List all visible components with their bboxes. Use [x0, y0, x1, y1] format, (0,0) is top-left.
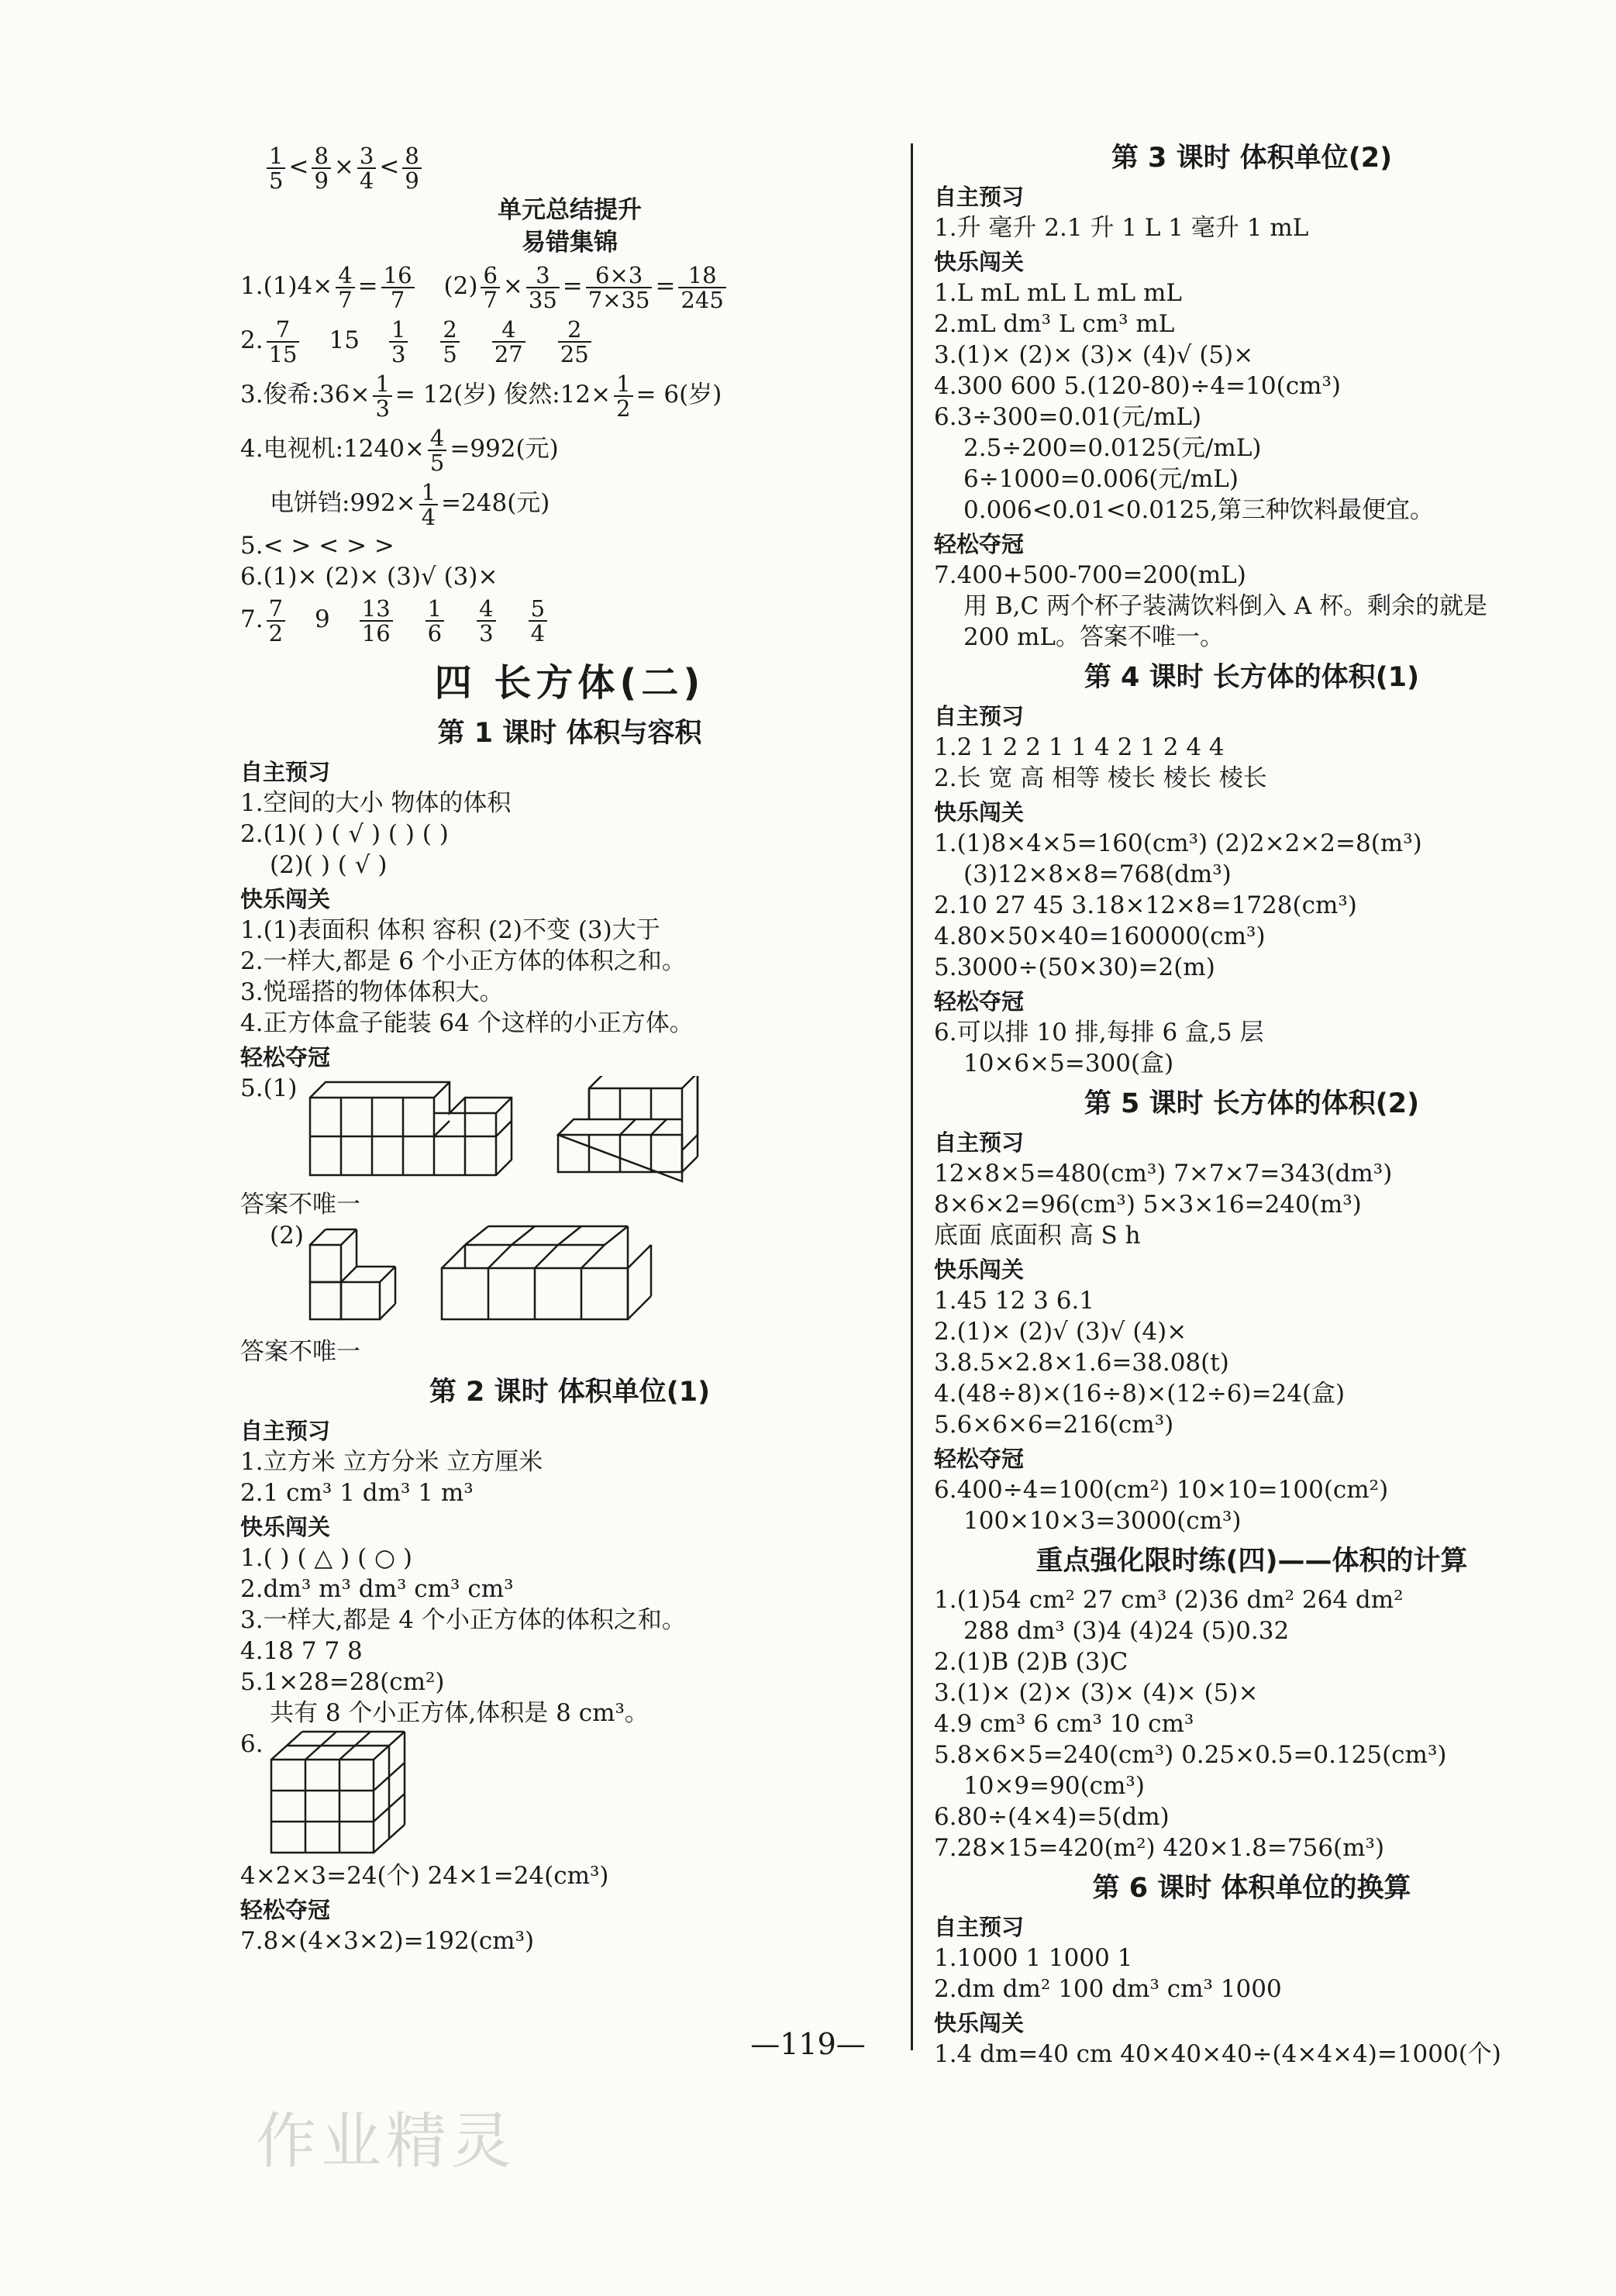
lesson6-preview-1: 1.1000 1 1000 1 — [934, 1944, 1133, 1972]
drill-2: 2.(1)B (2)B (3)C — [934, 1648, 1128, 1676]
lesson5-win-label: 轻松夺冠 — [934, 1446, 1025, 1472]
lesson6-happy-label: 快乐闯关 — [934, 2010, 1025, 2036]
drill-5b: 10×9=90(cm³) — [963, 1772, 1145, 1800]
lesson4-preview-label: 自主预习 — [934, 703, 1025, 729]
lesson5-preview-2: 8×6×2=96(cm³) 5×3×16=240(m³) — [934, 1191, 1362, 1219]
lesson4-preview-2: 2.长 宽 高 相等 棱长 棱长 棱长 — [934, 764, 1267, 792]
lesson4-win-label: 轻松夺冠 — [934, 988, 1025, 1015]
answer-q6: 6.(1)× (2)× (3)√ (3)× — [240, 563, 498, 591]
lesson5-happy-4: 4.(48÷8)×(16÷8)×(12÷6)=24(盒) — [934, 1380, 1346, 1408]
drill-5: 5.8×6×5=240(cm³) 0.25×0.5=0.125(cm³) — [934, 1741, 1447, 1769]
answer-q5: 5.< > < > > — [240, 532, 395, 560]
lesson3-happy-4: 4.300 600 5.(120-80)÷4=10(cm³) — [934, 372, 1341, 400]
drill-6: 6.80÷(4×4)=5(dm) — [934, 1803, 1170, 1831]
answer-q4a: 4.电视机:1240× $\frac{4}{5}$ =992(元) — [240, 424, 559, 476]
unit-summary-heading: 单元总结提升 — [498, 196, 642, 224]
lesson3-preview-label: 自主预习 — [934, 184, 1025, 210]
lesson5-happy-1: 1.45 12 3 6.1 — [934, 1287, 1095, 1315]
lesson1-preview-1: 1.空间的大小 物体的体积 — [240, 789, 512, 817]
lesson2-happy-5b: 共有 8 个小正方体,体积是 8 cm³。 — [270, 1699, 649, 1727]
lesson3-win-7b: 用 B,C 两个杯子装满饮料倒入 A 杯。剩余的就是 — [963, 592, 1488, 620]
lesson4-happy-1: 1.(1)8×4×5=160(cm³) (2)2×2×2=8(m³) — [934, 829, 1422, 857]
lesson1-happy-3: 3.悦瑶搭的物体体积大。 — [240, 978, 504, 1006]
chapter-title: 四 长方体(二) — [434, 661, 705, 705]
drill-1: 1.(1)54 cm² 27 cm³ (2)36 dm² 264 dm² — [934, 1586, 1404, 1614]
lesson1-happy-4: 4.正方体盒子能装 64 个这样的小正方体。 — [240, 1009, 694, 1037]
lesson3-win-label: 轻松夺冠 — [934, 531, 1025, 557]
lesson5-happy-label: 快乐闯关 — [934, 1257, 1025, 1283]
lesson1-win-label: 轻松夺冠 — [240, 1044, 331, 1070]
lesson2-win-7: 7.8×(4×3×2)=192(cm³) — [240, 1927, 535, 1955]
lesson5-preview-1: 12×8×5=480(cm³) 7×7×7=343(dm³) — [934, 1160, 1393, 1188]
lesson2-q6-figure — [240, 1729, 899, 1860]
lesson2-happy-6b: 4×2×3=24(个) 24×1=24(cm³) — [240, 1862, 609, 1890]
lesson1-q5-label: 5.(1) — [240, 1074, 298, 1102]
lesson1-happy-1: 1.(1)表面积 体积 容积 (2)不变 (3)大于 — [240, 916, 660, 944]
lesson5-win-6b: 100×10×3=3000(cm³) — [963, 1507, 1242, 1535]
lesson3-happy-6b: 2.5÷200=0.0125(元/mL) — [963, 434, 1262, 462]
lesson2-win-label: 轻松夺冠 — [240, 1897, 331, 1923]
lesson4-happy-5: 5.3000÷(50×30)=2(m) — [934, 953, 1215, 981]
answer-q4b: 电饼铛:992× $\frac{1}{4}$ =248(元) — [270, 478, 550, 530]
answer-q7: 7. $\frac{7}{2}$ 9 $\frac{13}{16}$ $\frac{1}{6}$ $\frac{4}{3}$ $\frac{5}{4}$ — [240, 592, 899, 646]
lesson1-answer-note-2: 答案不唯一 — [240, 1338, 360, 1366]
lesson2-happy-1: 1.( ) ( △ ) ( ○ ) — [240, 1544, 413, 1572]
lesson2-happy-3: 3.一样大,都是 4 个小正方体的体积之和。 — [240, 1606, 686, 1634]
lesson2-happy-label: 快乐闯关 — [240, 1514, 331, 1540]
lesson1-title: 第 1 课时 体积与容积 — [437, 718, 702, 749]
lesson6-title: 第 6 课时 体积单位的换算 — [1092, 1873, 1411, 1904]
lesson2-preview-1: 1.立方米 立方分米 立方厘米 — [240, 1448, 543, 1476]
lesson2-preview-label: 自主预习 — [240, 1418, 331, 1444]
drill-3: 3.(1)× (2)× (3)× (4)× (5)× — [934, 1679, 1259, 1707]
lesson3-happy-2: 2.mL dm³ L cm³ mL — [934, 310, 1175, 338]
top-fraction-inequality: $\frac{1}{5}$ < $\frac{8}{9}$ × $\frac{3}{4}$ < $\frac{8}{9}$ — [240, 140, 899, 194]
lesson6-preview-2: 2.dm dm² 100 dm³ cm³ 1000 — [934, 1975, 1282, 2003]
lesson5-preview-label: 自主预习 — [934, 1129, 1025, 1156]
page-number: —119— — [750, 2027, 866, 2061]
error-collection-heading: 易错集锦 — [522, 229, 618, 257]
lesson5-win-6: 6.400÷4=100(cm²) 10×10=100(cm²) — [934, 1476, 1389, 1504]
column-divider — [911, 143, 913, 2050]
lesson3-title: 第 3 课时 体积单位(2) — [1111, 143, 1393, 174]
lesson4-preview-1: 1.2 1 2 2 1 1 4 2 1 2 4 4 — [934, 733, 1225, 761]
cuboid-grid-figure — [264, 1729, 434, 1859]
left-column — [240, 140, 899, 1956]
lesson2-happy-5: 5.1×28=28(cm²) — [240, 1668, 445, 1696]
lesson5-happy-3: 3.8.5×2.8×1.6=38.08(t) — [934, 1349, 1229, 1377]
lesson3-win-7c: 200 mL。答案不唯一。 — [963, 623, 1225, 651]
answer-q2: 2. $\frac{7}{15}$ 15 $\frac{1}{3}$ $\frac{2}{5}$ $\frac{4}{27}$ $\frac{2}{25}$ — [240, 313, 899, 367]
lesson1-answer-note-1: 答案不唯一 — [240, 1191, 360, 1219]
lesson1-q5-figures-1 — [240, 1073, 899, 1189]
lesson5-preview-3: 底面 底面积 高 S h — [934, 1222, 1141, 1250]
drill-title: 重点强化限时练(四)——体积的计算 — [1035, 1546, 1468, 1577]
lesson4-happy-label: 快乐闯关 — [934, 799, 1025, 826]
lesson4-happy-2: 2.10 27 45 3.18×12×8=1728(cm³) — [934, 891, 1357, 919]
lesson4-win-6b: 10×6×5=300(盒) — [963, 1050, 1174, 1077]
lesson1-preview-label: 自主预习 — [240, 759, 331, 785]
lesson5-title: 第 5 课时 长方体的体积(2) — [1084, 1088, 1420, 1119]
lesson3-happy-6d: 0.006<0.01<0.0125,第三种饮料最便宜。 — [963, 496, 1435, 524]
answer-q3: 3.俊希:36× $\frac{1}{3}$ = 12(岁) 俊然:12× $\frac{1}{2}$ = 6(岁) — [240, 370, 722, 422]
lesson3-happy-label: 快乐闯关 — [934, 249, 1025, 275]
lesson3-happy-6c: 6÷1000=0.006(元/mL) — [963, 465, 1239, 493]
watermark-logo: 作业精灵 — [256, 2107, 517, 2177]
lesson6-preview-label: 自主预习 — [934, 1914, 1025, 1940]
lesson3-happy-1: 1.L mL mL L mL mL — [934, 279, 1182, 307]
lesson1-happy-2: 2.一样大,都是 6 个小正方体的体积之和。 — [240, 947, 686, 975]
lesson2-q6-label: 6. — [240, 1730, 264, 1758]
lesson2-happy-4: 4.18 7 7 8 — [240, 1637, 363, 1665]
lesson4-title: 第 4 课时 长方体的体积(1) — [1084, 662, 1420, 693]
lesson5-happy-2: 2.(1)× (2)√ (3)√ (4)× — [934, 1318, 1187, 1346]
lesson4-happy-4: 4.80×50×40=160000(cm³) — [934, 922, 1266, 950]
drill-7: 7.28×15=420(m²) 420×1.8=756(m³) — [934, 1834, 1385, 1862]
lesson4-happy-1b: (3)12×8×8=768(dm³) — [963, 860, 1232, 888]
lesson2-title: 第 2 课时 体积单位(1) — [429, 1377, 711, 1408]
lesson6-happy-1: 1.4 dm=40 cm 40×40×40÷(4×4×4)=1000(个) — [934, 2040, 1501, 2068]
lesson3-preview-1: 1.升 毫升 2.1 升 1 L 1 毫升 1 mL — [934, 214, 1309, 242]
lesson1-preview-2a: 2.(1)( ) ( √ ) ( ) ( ) — [240, 820, 449, 848]
answer-q1: 1.(1)4× $\frac{4}{7}$ = $\frac{16}{7}$ (2) $\frac{6}{7}$ × $\frac{3}{35}$ = $\frac{6\times 3}{7\times 35}$ = $\frac{18}{245}$ — [240, 259, 899, 313]
cube-arrangement-figure-a — [298, 1076, 763, 1184]
cube-arrangement-figure-b — [298, 1223, 763, 1336]
lesson1-q5-figures-2 — [240, 1220, 899, 1336]
lesson3-happy-6: 6.3÷300=0.01(元/mL) — [934, 403, 1202, 431]
lesson4-win-6: 6.可以排 10 排,每排 6 盒,5 层 — [934, 1019, 1264, 1046]
lesson3-win-7: 7.400+500-700=200(mL) — [934, 561, 1246, 589]
drill-4: 4.9 cm³ 6 cm³ 10 cm³ — [934, 1710, 1194, 1738]
right-column — [934, 140, 1569, 2070]
lesson1-preview-2b: (2)( ) ( √ ) — [270, 851, 388, 879]
lesson2-preview-2: 2.1 cm³ 1 dm³ 1 m³ — [240, 1479, 474, 1507]
lesson2-happy-2: 2.dm³ m³ dm³ cm³ cm³ — [240, 1575, 514, 1603]
lesson1-happy-label: 快乐闯关 — [240, 886, 331, 912]
lesson5-happy-5: 5.6×6×6=216(cm³) — [934, 1411, 1174, 1439]
lesson1-q5b-label: (2) — [270, 1222, 304, 1250]
lesson3-happy-3: 3.(1)× (2)× (3)× (4)√ (5)× — [934, 341, 1254, 369]
drill-1b: 288 dm³ (3)4 (4)24 (5)0.32 — [963, 1617, 1290, 1645]
